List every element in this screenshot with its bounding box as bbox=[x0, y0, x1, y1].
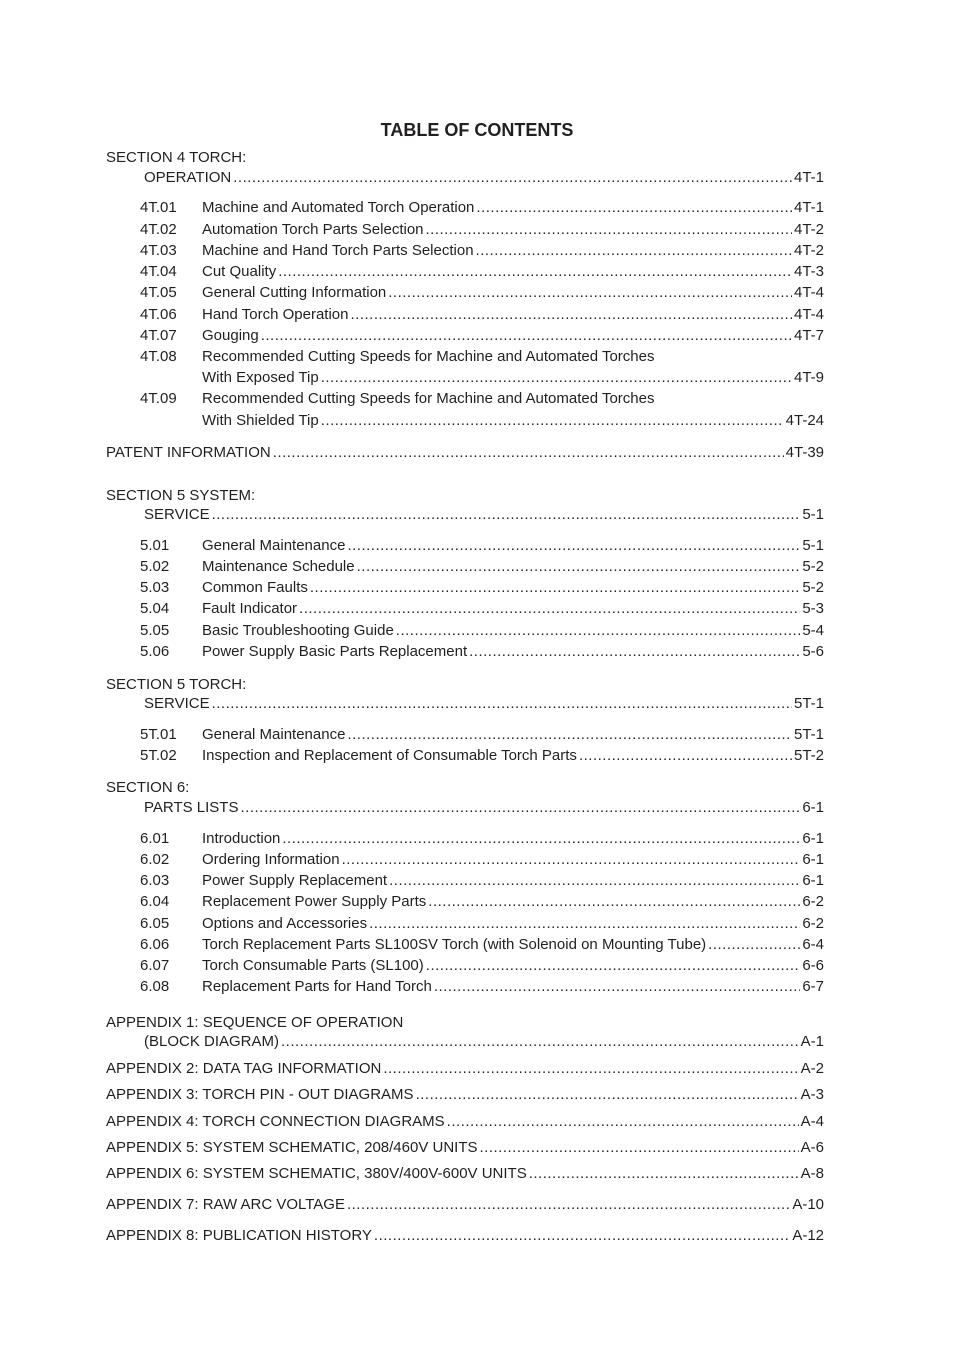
dot-leader bbox=[347, 726, 792, 744]
toc-entry-number: 4T.04 bbox=[140, 263, 177, 280]
toc-line-entry bbox=[140, 558, 824, 576]
toc-page-number: 4T-39 bbox=[785, 444, 824, 461]
toc-line-entry bbox=[140, 622, 824, 640]
toc-entry-number: 6.07 bbox=[140, 957, 170, 974]
dot-leader bbox=[476, 242, 792, 260]
toc-page-number: 5-1 bbox=[802, 506, 824, 523]
toc-entry-title: With Exposed Tip bbox=[202, 369, 319, 386]
toc-entry-title: Cut Quality bbox=[202, 263, 277, 280]
toc-page-number: 5-2 bbox=[802, 579, 824, 596]
toc-entry-number: 5T.01 bbox=[140, 726, 177, 743]
toc-page-number: 5-1 bbox=[802, 537, 824, 554]
toc-line-cont bbox=[144, 169, 824, 187]
toc-entry-title: APPENDIX 8: PUBLICATION HISTORY bbox=[106, 1227, 372, 1244]
toc-page-number: 6-1 bbox=[802, 799, 824, 816]
toc-page-number: 4T-9 bbox=[793, 369, 824, 386]
toc-entry-title: Maintenance Schedule bbox=[202, 558, 355, 575]
toc-page-number: 5T-1 bbox=[793, 726, 824, 743]
toc-entry-title: Torch Replacement Parts SL100SV Torch (with Solenoid on Mounting Tube) bbox=[202, 936, 707, 953]
toc-page-number: 6-6 bbox=[802, 957, 824, 974]
dot-leader bbox=[426, 957, 801, 975]
toc-line-top bbox=[106, 1165, 824, 1183]
toc-entry-title: APPENDIX 3: TORCH PIN - OUT DIAGRAMS bbox=[106, 1086, 414, 1103]
toc-line-top bbox=[106, 1086, 824, 1104]
dot-leader bbox=[240, 799, 800, 817]
toc-line-top bbox=[106, 1139, 824, 1157]
toc-entry-title: Machine and Hand Torch Parts Selection bbox=[202, 242, 474, 259]
toc-entry-title: With Shielded Tip bbox=[202, 412, 319, 429]
dot-leader bbox=[434, 978, 800, 996]
toc-line-heading bbox=[106, 1014, 403, 1032]
toc-page-number: 5-6 bbox=[802, 643, 824, 660]
toc-entry-title: SERVICE bbox=[144, 695, 210, 712]
page-title: TABLE OF CONTENTS bbox=[380, 120, 574, 140]
toc-entry-title: Power Supply Basic Parts Replacement bbox=[202, 643, 468, 660]
toc-line-sub bbox=[202, 412, 824, 430]
toc-page-number: A-12 bbox=[792, 1227, 824, 1244]
dot-leader bbox=[212, 695, 792, 713]
toc-line-heading bbox=[106, 779, 189, 797]
dot-leader bbox=[388, 284, 792, 302]
toc-entry-number: 4T.08 bbox=[140, 348, 177, 365]
dot-leader bbox=[480, 1139, 799, 1157]
toc-page-number: 4T-3 bbox=[793, 263, 824, 280]
toc-page-number: A-3 bbox=[800, 1086, 824, 1103]
dot-leader bbox=[529, 1165, 799, 1183]
toc-page-number: A-4 bbox=[800, 1113, 824, 1130]
toc-entry-title: General Maintenance bbox=[202, 726, 346, 743]
toc-line-entry bbox=[140, 263, 824, 281]
toc-line-entry bbox=[140, 579, 824, 597]
toc-line-cont bbox=[144, 695, 824, 713]
toc-entry-title: OPERATION bbox=[144, 169, 232, 186]
dot-leader bbox=[469, 643, 800, 661]
toc-entry-number: 5.03 bbox=[140, 579, 170, 596]
dot-leader bbox=[299, 600, 800, 618]
toc-entry-number: 4T.07 bbox=[140, 327, 177, 344]
toc-entry-number: 5T.02 bbox=[140, 747, 177, 764]
toc-line-top bbox=[106, 1060, 824, 1078]
toc-entry-title: General Cutting Information bbox=[202, 284, 387, 301]
toc-page-number: 4T-2 bbox=[793, 221, 824, 238]
toc-entry-title: Hand Torch Operation bbox=[202, 306, 349, 323]
toc-entry-title: (BLOCK DIAGRAM) bbox=[144, 1033, 280, 1050]
dot-leader bbox=[273, 444, 784, 462]
toc-entry-number: 4T.09 bbox=[140, 390, 177, 407]
toc-line-sub bbox=[202, 369, 824, 387]
toc-line-entry bbox=[140, 390, 655, 408]
toc-line-entry bbox=[140, 284, 824, 302]
toc-page-number: 4T-2 bbox=[793, 242, 824, 259]
toc-line-entry bbox=[140, 957, 824, 975]
toc-entry-number: 5.01 bbox=[140, 537, 170, 554]
dot-leader bbox=[476, 199, 792, 217]
toc-page-number: 6-1 bbox=[802, 872, 824, 889]
toc-entry-title: SECTION 6: bbox=[106, 779, 190, 796]
toc-entry-title: Recommended Cutting Speeds for Machine and Automated Torches bbox=[202, 390, 655, 407]
dot-leader bbox=[428, 893, 800, 911]
toc-entry-title: SERVICE bbox=[144, 506, 210, 523]
dot-leader bbox=[708, 936, 800, 954]
toc-entry-number: 6.06 bbox=[140, 936, 170, 953]
dot-leader bbox=[369, 915, 800, 933]
dot-leader bbox=[321, 369, 792, 387]
toc-line-top bbox=[106, 1113, 824, 1131]
toc-entry-title: APPENDIX 5: SYSTEM SCHEMATIC, 208/460V UNITS bbox=[106, 1139, 478, 1156]
dot-leader bbox=[281, 1033, 799, 1051]
toc-page-number: A-1 bbox=[800, 1033, 824, 1050]
toc-line-entry bbox=[140, 600, 824, 618]
toc-page-number: A-6 bbox=[800, 1139, 824, 1156]
toc-page-number: 4T-24 bbox=[785, 412, 824, 429]
toc-line-entry bbox=[140, 306, 824, 324]
toc-entry-title: Ordering Information bbox=[202, 851, 340, 868]
toc-line-entry bbox=[140, 221, 824, 239]
toc-entry-title: Torch Consumable Parts (SL100) bbox=[202, 957, 424, 974]
dot-leader bbox=[579, 747, 792, 765]
toc-line-entry bbox=[140, 537, 824, 555]
toc-page-number: 6-2 bbox=[802, 915, 824, 932]
toc-line-cont bbox=[144, 1033, 824, 1051]
toc-entry-title: Replacement Parts for Hand Torch bbox=[202, 978, 432, 995]
toc-entry-number: 6.03 bbox=[140, 872, 170, 889]
toc-line-entry bbox=[140, 327, 824, 345]
toc-entry-title: APPENDIX 1: SEQUENCE OF OPERATION bbox=[106, 1014, 404, 1031]
toc-line-entry bbox=[140, 872, 824, 890]
toc-line-top bbox=[106, 1196, 824, 1214]
toc-entry-title: Replacement Power Supply Parts bbox=[202, 893, 427, 910]
toc-line-entry bbox=[140, 893, 824, 911]
toc-entry-title: APPENDIX 7: RAW ARC VOLTAGE bbox=[106, 1196, 345, 1213]
toc-entry-title: Fault Indicator bbox=[202, 600, 298, 617]
toc-line-top bbox=[106, 1227, 824, 1245]
toc-entry-title: Machine and Automated Torch Operation bbox=[202, 199, 475, 216]
toc-entry-number: 4T.02 bbox=[140, 221, 177, 238]
toc-line-entry bbox=[140, 242, 824, 260]
dot-leader bbox=[447, 1113, 799, 1131]
toc-entry-number: 6.05 bbox=[140, 915, 170, 932]
toc-entry-number: 5.02 bbox=[140, 558, 170, 575]
toc-line-top bbox=[106, 444, 824, 462]
toc-entry-title: APPENDIX 6: SYSTEM SCHEMATIC, 380V/400V-600V UNITS bbox=[106, 1165, 527, 1182]
toc-page-number: A-2 bbox=[800, 1060, 824, 1077]
toc-page-number: A-8 bbox=[800, 1165, 824, 1182]
toc-entry-title: PARTS LISTS bbox=[144, 799, 239, 816]
toc-line-entry bbox=[140, 936, 824, 954]
toc-entry-title: Inspection and Replacement of Consumable Torch Parts bbox=[202, 747, 577, 764]
dot-leader bbox=[396, 622, 801, 640]
toc-entry-number: 6.08 bbox=[140, 978, 170, 995]
dot-leader bbox=[278, 263, 792, 281]
dot-leader bbox=[426, 221, 792, 239]
toc-entry-number: 4T.01 bbox=[140, 199, 177, 216]
toc-entry-title: APPENDIX 2: DATA TAG INFORMATION bbox=[106, 1060, 382, 1077]
toc-entry-number: 6.04 bbox=[140, 893, 170, 910]
dot-leader bbox=[282, 830, 800, 848]
toc-entry-number: 5.04 bbox=[140, 600, 170, 617]
toc-entry-title: Power Supply Replacement bbox=[202, 872, 388, 889]
toc-entry-title: Gouging bbox=[202, 327, 259, 344]
toc-line-entry bbox=[140, 978, 824, 996]
dot-leader bbox=[321, 412, 784, 430]
dot-leader bbox=[261, 327, 792, 345]
toc-entry-title: SECTION 5 TORCH: bbox=[106, 676, 247, 693]
toc-page-number: 5T-1 bbox=[793, 695, 824, 712]
toc-page-number: 4T-4 bbox=[793, 284, 824, 301]
toc-line-cont bbox=[144, 799, 824, 817]
toc-entry-number: 6.01 bbox=[140, 830, 170, 847]
toc-entry-number: 6.02 bbox=[140, 851, 170, 868]
toc-entry-title: SECTION 5 SYSTEM: bbox=[106, 487, 256, 504]
toc-entry-number: 4T.03 bbox=[140, 242, 177, 259]
toc-entry-title: Automation Torch Parts Selection bbox=[202, 221, 424, 238]
toc-entry-number: 4T.05 bbox=[140, 284, 177, 301]
toc-entry-title: PATENT INFORMATION bbox=[106, 444, 271, 461]
dot-leader bbox=[374, 1227, 790, 1245]
toc-page-number: 5-2 bbox=[802, 558, 824, 575]
toc-entry-title: Common Faults bbox=[202, 579, 308, 596]
toc-page-number: 6-2 bbox=[802, 893, 824, 910]
dot-leader bbox=[383, 1060, 798, 1078]
toc-page-number: 6-1 bbox=[802, 830, 824, 847]
toc-page-number: 4T-4 bbox=[793, 306, 824, 323]
toc-line-entry bbox=[140, 747, 824, 765]
dot-leader bbox=[389, 872, 800, 890]
toc-line-entry bbox=[140, 199, 824, 217]
toc-line-entry bbox=[140, 851, 824, 869]
dot-leader bbox=[347, 1196, 790, 1214]
toc-line-entry bbox=[140, 915, 824, 933]
toc-line-cont bbox=[144, 506, 824, 524]
toc-entry-number: 5.06 bbox=[140, 643, 170, 660]
toc-entry-title: APPENDIX 4: TORCH CONNECTION DIAGRAMS bbox=[106, 1113, 445, 1130]
toc-entry-title: General Maintenance bbox=[202, 537, 346, 554]
toc-line-heading bbox=[106, 149, 246, 167]
dot-leader bbox=[233, 169, 792, 187]
toc-page-number: 4T-1 bbox=[793, 199, 824, 216]
toc-entry-title: Introduction bbox=[202, 830, 281, 847]
toc-entry-title: Basic Troubleshooting Guide bbox=[202, 622, 394, 639]
toc-page-number: 5-4 bbox=[802, 622, 824, 639]
toc-entry-title: SECTION 4 TORCH: bbox=[106, 149, 247, 166]
toc-entry-title: Recommended Cutting Speeds for Machine and Automated Torches bbox=[202, 348, 655, 365]
toc-line-heading bbox=[106, 676, 246, 694]
toc-line-heading bbox=[106, 487, 255, 505]
dot-leader bbox=[416, 1086, 799, 1104]
dot-leader bbox=[310, 579, 800, 597]
toc-entry-title: Options and Accessories bbox=[202, 915, 368, 932]
toc-page-number: 4T-7 bbox=[793, 327, 824, 344]
toc-page-number: 5-3 bbox=[802, 600, 824, 617]
toc-page-number: 4T-1 bbox=[793, 169, 824, 186]
toc-page-number: 5T-2 bbox=[793, 747, 824, 764]
dot-leader bbox=[342, 851, 801, 869]
toc-entry-number: 4T.06 bbox=[140, 306, 177, 323]
dot-leader bbox=[357, 558, 801, 576]
toc-page-number: 6-4 bbox=[802, 936, 824, 953]
toc-line-entry bbox=[140, 726, 824, 744]
toc-page-number: A-10 bbox=[792, 1196, 824, 1213]
toc-line-entry bbox=[140, 643, 824, 661]
toc-line-entry bbox=[140, 348, 655, 366]
toc-entry-number: 5.05 bbox=[140, 622, 170, 639]
dot-leader bbox=[350, 306, 792, 324]
toc-page-number: 6-7 bbox=[802, 978, 824, 995]
toc-page-number: 6-1 bbox=[802, 851, 824, 868]
toc-line-entry bbox=[140, 830, 824, 848]
dot-leader bbox=[212, 506, 801, 524]
dot-leader bbox=[347, 537, 800, 555]
